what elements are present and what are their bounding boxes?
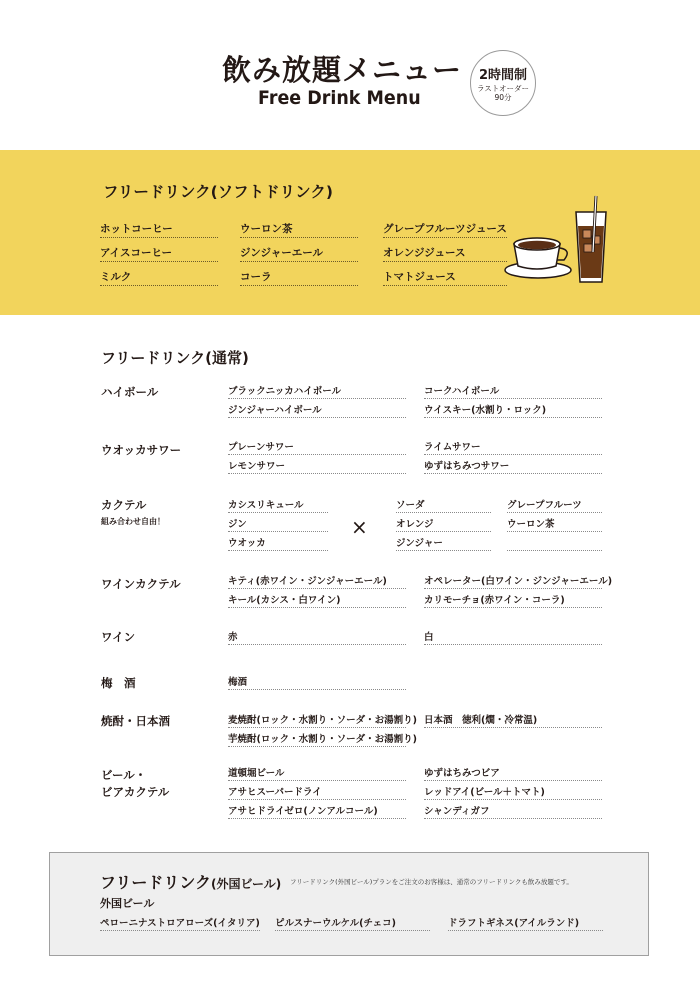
menu-item-empty bbox=[507, 533, 602, 551]
menu-item: ウーロン茶 bbox=[507, 514, 602, 532]
page-title: 飲み放題メニュー bbox=[222, 53, 463, 87]
menu-item: ウイスキー(水割り・ロック) bbox=[424, 400, 602, 418]
menu-item: アサヒスーパードライ bbox=[228, 782, 406, 800]
menu-item: オレンジ bbox=[396, 514, 491, 532]
soft-item: ウーロン茶 bbox=[240, 218, 358, 238]
menu-item: ジン bbox=[228, 514, 328, 532]
category-beer: ビール・ bbox=[101, 768, 147, 782]
category-shochu-sake: 焼酎・日本酒 bbox=[101, 714, 170, 728]
menu-item: シャンディガフ bbox=[424, 801, 602, 819]
combine-multiply-icon: × bbox=[351, 515, 368, 539]
menu-item: コークハイボール bbox=[424, 381, 602, 399]
foreign-beer-section bbox=[49, 852, 649, 956]
foreign-beer-title-sub: (外国ビール) bbox=[211, 877, 282, 891]
menu-item: ライムサワー bbox=[424, 437, 602, 455]
menu-item: カシスリキュール bbox=[228, 495, 328, 513]
menu-item: アサヒドライゼロ(ノンアルコール) bbox=[228, 801, 406, 819]
menu-item: ウオッカ bbox=[228, 533, 328, 551]
category-beer-cocktail: ビアカクテル bbox=[101, 785, 170, 799]
soft-item: グレープフルーツジュース bbox=[383, 218, 507, 238]
page-subtitle: Free Drink Menu bbox=[258, 87, 421, 109]
time-limit-badge bbox=[470, 50, 536, 116]
menu-item: 麦焼酎(ロック・水割り・ソーダ・お湯割り) bbox=[228, 710, 406, 728]
badge-last-order-label: ラストオーダー bbox=[476, 84, 530, 93]
badge-duration: 2時間制 bbox=[478, 68, 528, 83]
menu-item: ゆずはちみつサワー bbox=[424, 456, 602, 474]
menu-item: オペレーター(白ワイン・ジンジャーエール) bbox=[424, 571, 602, 589]
menu-item: レモンサワー bbox=[228, 456, 406, 474]
menu-item: 白 bbox=[424, 627, 602, 645]
cocktail-note: 組み合わせ自由！ bbox=[101, 517, 165, 526]
foreign-beer-title bbox=[100, 870, 281, 893]
menu-item: 赤 bbox=[228, 627, 406, 645]
soft-item: ミルク bbox=[100, 266, 218, 286]
category-wine-cocktail: ワインカクテル bbox=[101, 577, 181, 591]
menu-item: プレーンサワー bbox=[228, 437, 406, 455]
category-umeshu: 梅 酒 bbox=[101, 676, 136, 690]
menu-item: ジンジャーハイボール bbox=[228, 400, 406, 418]
soft-item: トマトジュース bbox=[383, 266, 507, 286]
foreign-beer-subtitle: 外国ビール bbox=[100, 897, 155, 910]
menu-item: ドラフトギネス(アイルランド) bbox=[448, 913, 603, 931]
soft-item: コーラ bbox=[240, 266, 358, 286]
coffee-and-iced-drink-icon bbox=[500, 192, 620, 292]
menu-item: カリモーチョ(赤ワイン・コーラ) bbox=[424, 590, 602, 608]
category-highball: ハイボール bbox=[101, 385, 159, 399]
menu-item: ゆずはちみつビア bbox=[424, 763, 602, 781]
menu-item: 梅酒 bbox=[228, 672, 406, 690]
soft-item: アイスコーヒー bbox=[100, 242, 218, 262]
menu-item: 日本酒 徳利(燗・冷常温) bbox=[424, 710, 602, 728]
menu-item: グレープフルーツ bbox=[507, 495, 602, 513]
soft-drink-title: フリードリンク(ソフトドリンク) bbox=[103, 183, 333, 201]
menu-item: ジンジャー bbox=[396, 533, 491, 551]
menu-item: ソーダ bbox=[396, 495, 491, 513]
soft-drink-section bbox=[0, 150, 700, 315]
menu-header bbox=[0, 0, 700, 150]
menu-item: ペローニナストロアローズ(イタリア) bbox=[100, 913, 260, 931]
menu-item: レッドアイ(ビール＋トマト) bbox=[424, 782, 602, 800]
menu-item: ブラックニッカハイボール bbox=[228, 381, 406, 399]
foreign-beer-title-main: フリードリンク bbox=[100, 873, 212, 892]
category-cocktail: カクテル bbox=[101, 498, 147, 512]
category-vodka-sour: ウオッカサワー bbox=[101, 443, 182, 457]
menu-item: キール(カシス・白ワイン) bbox=[228, 590, 406, 608]
regular-drink-title: フリードリンク(通常) bbox=[101, 349, 249, 367]
menu-item: ピルスナーウルケル(チェコ) bbox=[275, 913, 430, 931]
menu-item: 芋焼酎(ロック・水割り・ソーダ・お湯割り) bbox=[228, 729, 406, 747]
menu-item: 道頓堀ビール bbox=[228, 763, 406, 781]
badge-last-order-time: 90分 bbox=[494, 93, 512, 102]
foreign-beer-note: フリードリンク(外国ビール)プランをご注文のお客様は、通常のフリードリンクも飲み放題です。 bbox=[290, 878, 573, 886]
soft-item: ジンジャーエール bbox=[240, 242, 358, 262]
soft-item: オレンジジュース bbox=[383, 242, 507, 262]
soft-item: ホットコーヒー bbox=[100, 218, 218, 238]
menu-item: キティ(赤ワイン・ジンジャーエール) bbox=[228, 571, 406, 589]
category-wine: ワイン bbox=[101, 630, 136, 644]
